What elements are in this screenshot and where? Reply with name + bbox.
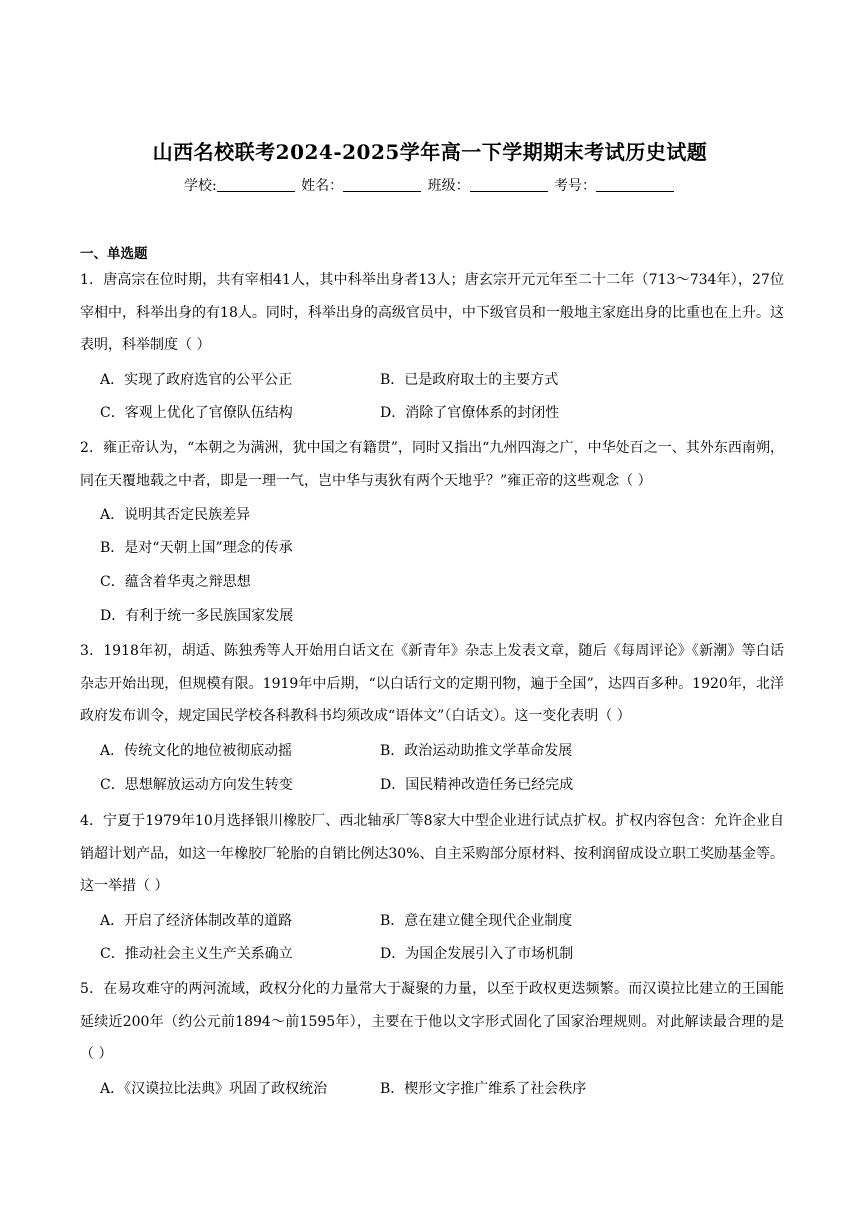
- school-blank: [217, 177, 295, 192]
- question-2-option-a: A．说明其否定民族差异: [100, 507, 251, 523]
- name-blank: [343, 177, 421, 192]
- question-1-option-a: A．实现了政府选官的公平公正: [100, 372, 293, 388]
- question-4-option-d: D．为国企发展引入了市场机制: [380, 946, 574, 962]
- section-title: 一、单选题: [80, 246, 148, 262]
- exam-number-label: 考号：: [554, 178, 597, 194]
- question-5-stem: 5．在易攻难守的两河流域，政权分化的力量常大于凝聚的力量，以至于政权更迭频繁。而汉谟拉比建立的王国能延续近200年（约公元前1894～前1595年），主要在于他以文字形式固化了国家治理规则。对此解读最合理的是（ ）: [80, 981, 784, 1062]
- question-4-option-a: A．开启了经济体制改革的道路: [100, 913, 293, 929]
- school-label: 学校:: [183, 178, 217, 194]
- question-2-option-c: C．蕴含着华夷之辩思想: [100, 574, 251, 590]
- question-3-option-b: B．政治运动助推文学革命发展: [380, 743, 573, 759]
- question-1-option-d: D．消除了官僚体系的封闭性: [380, 405, 560, 421]
- question-2-option-b: B．是对“天朝上国”理念的传承: [100, 540, 293, 556]
- page-title: 山西名校联考2024-2025学年高一下学期期末考试历史试题: [152, 140, 708, 164]
- question-1-stem: 1．唐高宗在位时期，共有宰相41人，其中科举出身者13人；唐玄宗开元元年至二十二年（713～734年），27位宰相中，科举出身的有18人。同时，科举出身的高级官员中，中下级官员和一般地主家庭出身的比重也在上升。这表明，科举制度（ ）: [80, 272, 784, 353]
- student-info-line: [0, 175, 860, 195]
- question-2-stem: 2．雍正帝认为，“本朝之为满洲，犹中国之有籍贯”，同时又指出“九州四海之广，中华处百之一、其外东西南朔，同在天覆地载之中者，即是一理一气，岂中华与夷狄有两个天地乎？”雍正帝的这些观念（ ）: [80, 440, 784, 489]
- question-4-option-b: B．意在建立健全现代企业制度: [380, 913, 573, 929]
- question-3-option-c: C．思想解放运动方向发生转变: [100, 777, 293, 793]
- question-4-option-c: C．推动社会主义生产关系确立: [100, 946, 293, 962]
- class-blank: [470, 177, 548, 192]
- question-1-option-b: B．已是政府取士的主要方式: [380, 372, 559, 388]
- question-3-option-d: D．国民精神改造任务已经完成: [380, 777, 574, 793]
- name-label: 姓名：: [301, 178, 344, 194]
- question-5-option-a: A．《汉谟拉比法典》巩固了政权统治: [100, 1081, 328, 1097]
- question-4-stem: 4．宁夏于1979年10月选择银川橡胶厂、西北轴承厂等8家大中型企业进行试点扩权。扩权内容包含：允许企业自销超计划产品，如这一年橡胶厂轮胎的自销比例达30%、自主采购部分原材料、按利润留成设立职工奖励基金等。这一举措（ ）: [80, 813, 784, 894]
- exam-number-blank: [596, 177, 674, 192]
- question-5-option-b: B．楔形文字推广维系了社会秩序: [380, 1081, 587, 1097]
- question-3-option-a: A．传统文化的地位被彻底动摇: [100, 743, 293, 759]
- question-1-option-c: C．客观上优化了官僚队伍结构: [100, 405, 293, 421]
- question-3-stem: 3．1918年初，胡适、陈独秀等人开始用白话文在《新青年》杂志上发表文章，随后《每周评论》《新潮》等白话杂志开始出现，但规模有限。1919年中后期，“以白话行文的定期刊物，遍于全国”，达四百多种。1920年，北洋政府发布训令，规定国民学校各科教科书均须改成“语体文”（白话文）。这一变化表明（ ）: [80, 643, 784, 724]
- class-label: 班级：: [427, 178, 470, 194]
- question-2-option-d: D．有利于统一多民族国家发展: [100, 608, 294, 624]
